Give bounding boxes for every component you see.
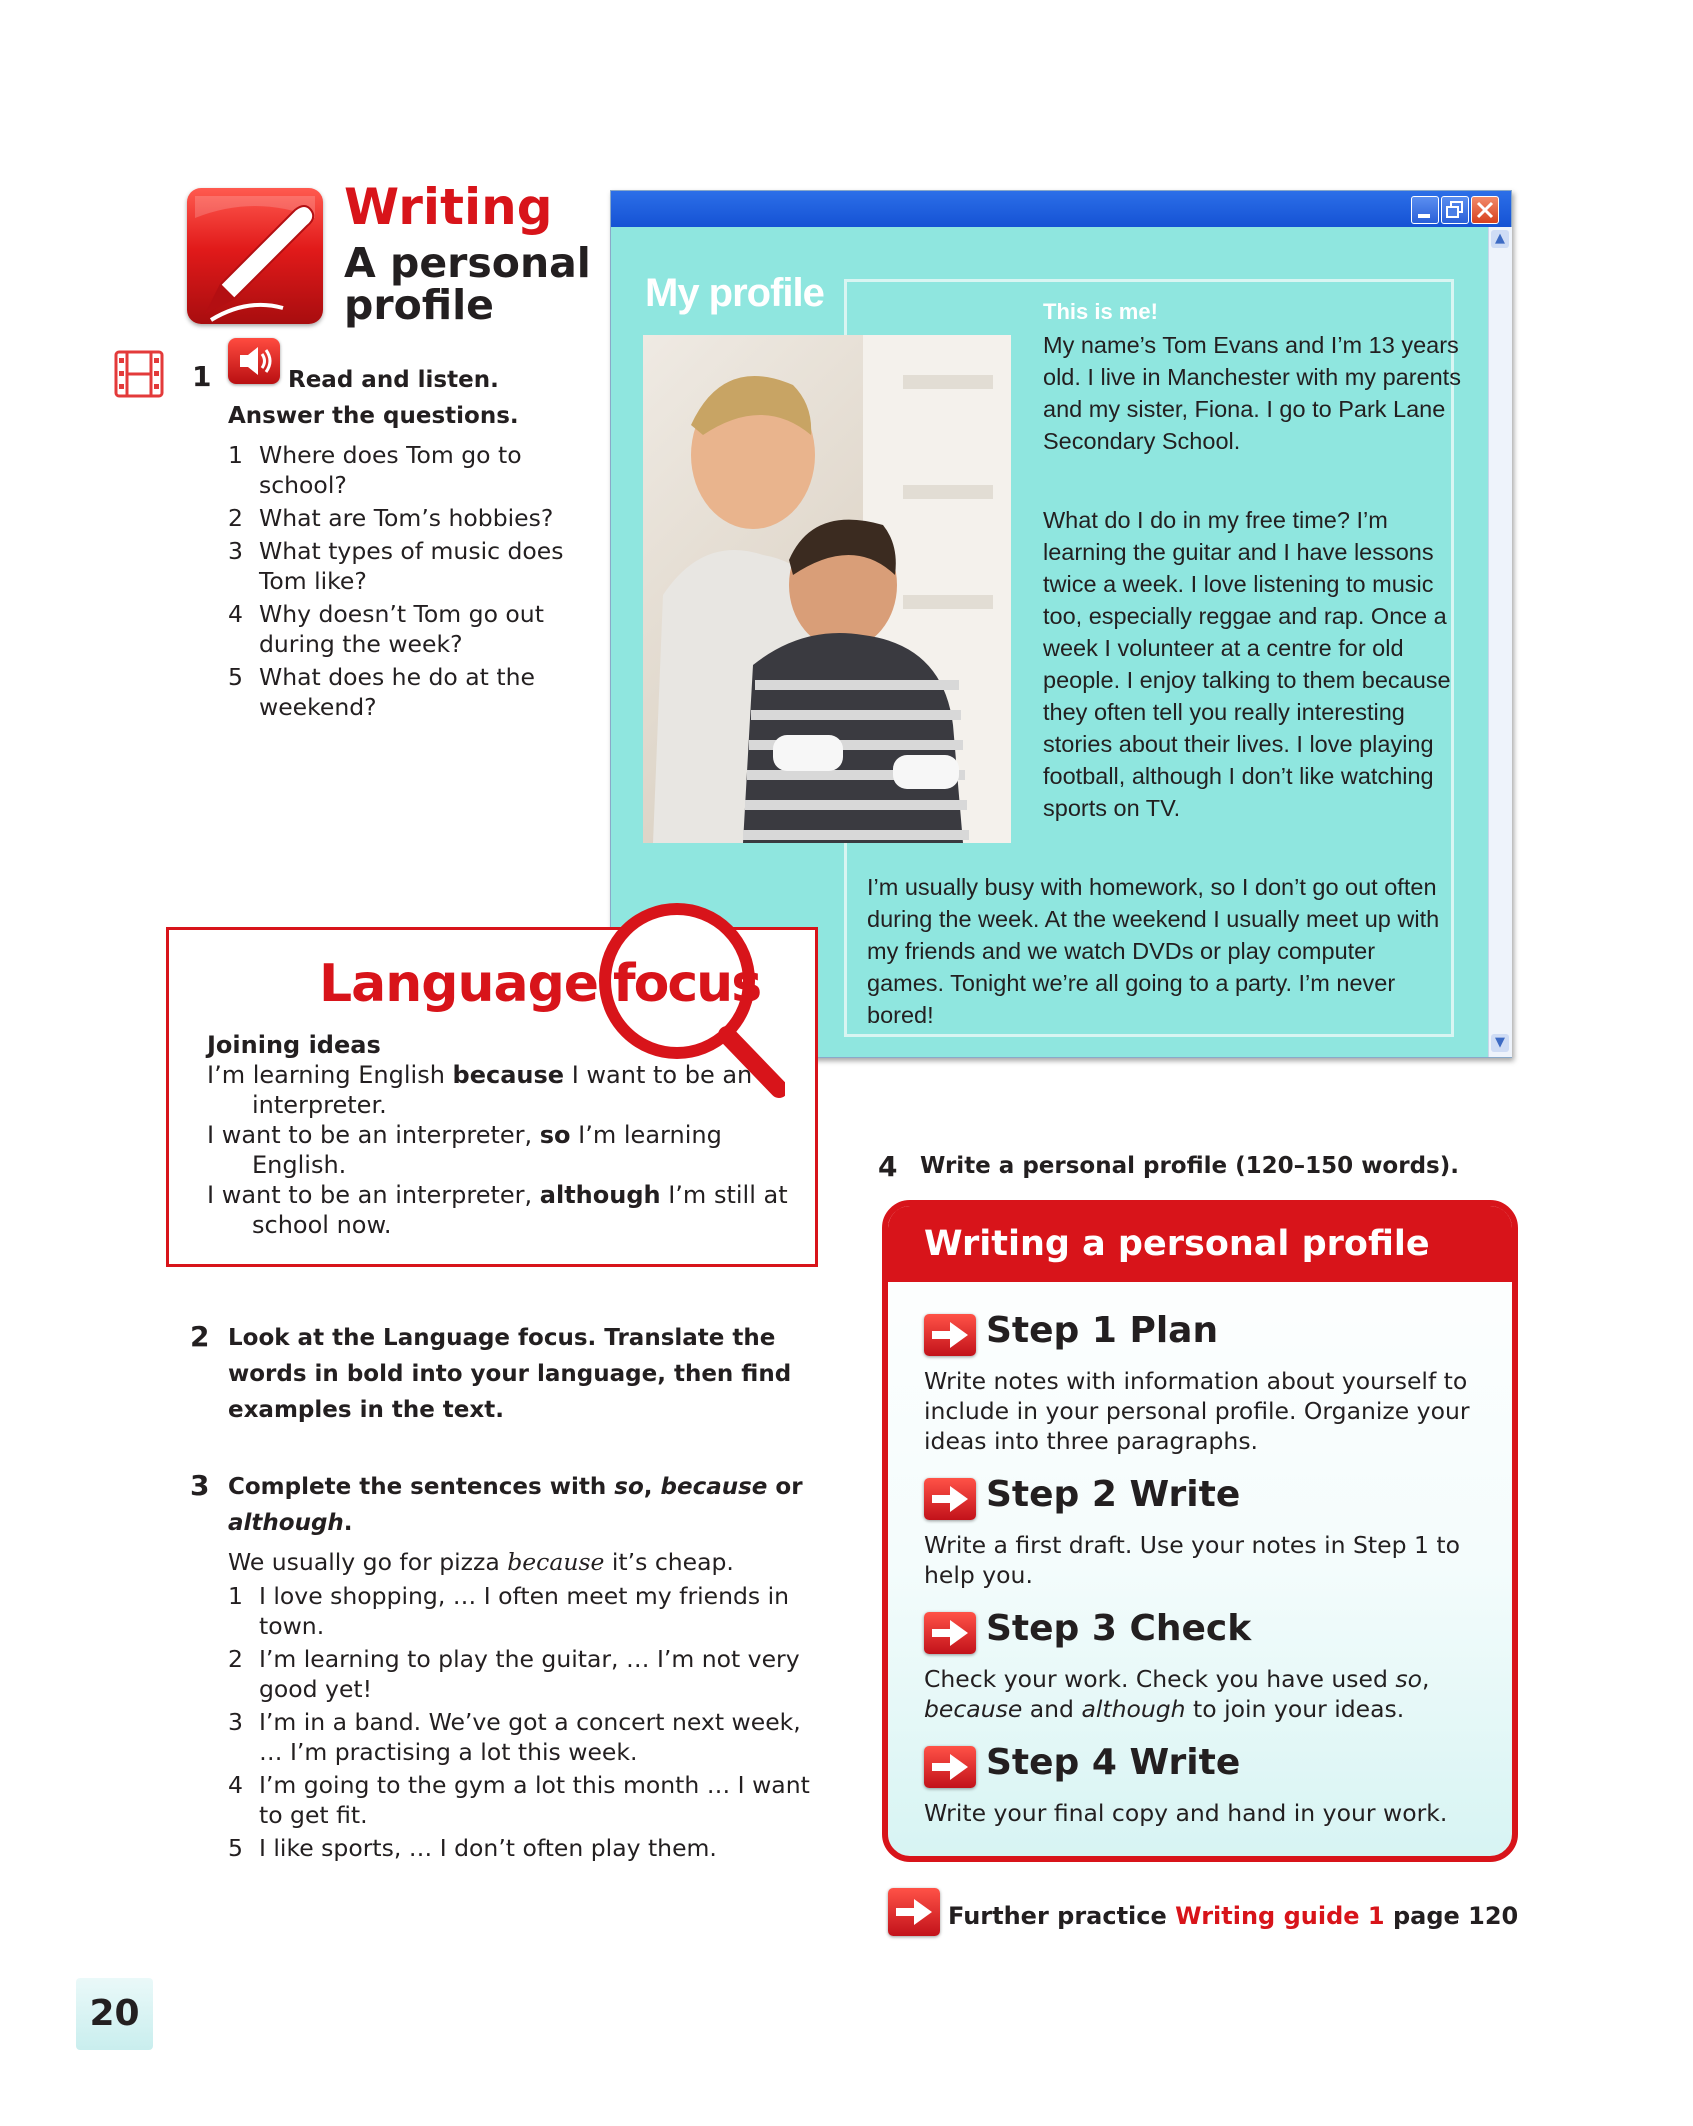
- writing-steps-box: [882, 1200, 1518, 1862]
- sentence-list: [228, 1581, 818, 1866]
- steps-title: Writing a personal profile: [924, 1224, 1430, 1264]
- step-description: Check your work. Check you have used so, because and although to join your ideas.: [924, 1665, 1430, 1723]
- profile-paragraph: My name’s Tom Evans and I’m 13 years old. I live in Manchester with my parents and my sister, Fiona. I go to Park Lane Secondary School.: [1043, 332, 1461, 454]
- step-title: Step 3 Check: [986, 1608, 1252, 1649]
- list-item: 1 I love shopping, … I often meet my friends in town.: [228, 1582, 790, 1640]
- example-line: I want to be an interpreter, so I’m learning English.: [207, 1121, 722, 1179]
- arrow-right-icon: [924, 1746, 976, 1788]
- language-focus-title: Language: [319, 954, 599, 1014]
- step-title: Step 2 Write: [986, 1474, 1241, 1515]
- exercise-instruction: Look at the Language focus. Translate the words in bold into your language, then find examples in the text.: [228, 1325, 792, 1423]
- profile-subheading: This is me!: [1043, 299, 1158, 324]
- list-item: 3 What types of music does Tom like?: [228, 537, 564, 595]
- step-description: Write your final copy and hand in your work.: [924, 1799, 1448, 1827]
- profile-photo: [643, 335, 1011, 843]
- question-list: [228, 440, 598, 725]
- profile-paragraph: I’m usually busy with homework, so I don’t go out often during the week. At the weekend I usually meet up with my friends and we watch DVDs or play computer games. Tonight we’re all going to a party. I’m never bored!: [867, 874, 1440, 1028]
- arrow-right-icon: [924, 1612, 976, 1654]
- language-focus-title-highlight: focus: [613, 954, 761, 1014]
- list-item: 5 I like sports, … I don’t often play them.: [228, 1834, 717, 1862]
- exercise-number: 4: [878, 1150, 898, 1183]
- profile-heading: My profile: [645, 271, 824, 315]
- maximize-button[interactable]: [1441, 196, 1469, 224]
- list-item: 2 I’m learning to play the guitar, … I’m not very good yet!: [228, 1645, 800, 1703]
- language-focus-box: [166, 927, 818, 1267]
- page-subtitle: A personal profile: [344, 239, 591, 329]
- speaker-icon[interactable]: [228, 338, 280, 384]
- list-item: 1 Where does Tom go to school?: [228, 441, 522, 499]
- close-button[interactable]: [1471, 196, 1499, 224]
- exercise-instruction: Write a personal profile (120–150 words).: [920, 1153, 1459, 1179]
- list-item: 4 I’m going to the gym a lot this month … I want to get fit.: [228, 1771, 810, 1829]
- page-title: Writing: [344, 178, 553, 236]
- pen-icon: [187, 188, 323, 324]
- language-focus-heading: Joining ideas: [207, 1031, 381, 1059]
- profile-paragraph: What do I do in my free time? I’m learning the guitar and I have lessons twice a week. I love listening to music too, especially reggae and rap. Once a week I volunteer at a centre for old people. I enjoy talking to them because they often tell you really interesting stories about their lives. I love playing football, although I don’t like watching sports on TV.: [1043, 507, 1451, 821]
- step-title: Step 1 Plan: [986, 1310, 1219, 1351]
- further-practice: Further practice Writing guide 1 page 120: [948, 1902, 1519, 1930]
- exercise-instruction: Complete the sentences with so, because or although.: [228, 1474, 803, 1536]
- list-item: 5 What does he do at the weekend?: [228, 663, 535, 721]
- film-icon[interactable]: [114, 350, 164, 398]
- scroll-up-icon[interactable]: ▲: [1491, 230, 1509, 248]
- step-description: Write a first draft. Use your notes in Step 1 to help you.: [924, 1531, 1460, 1589]
- minimize-button[interactable]: [1411, 196, 1439, 224]
- arrow-right-icon: [924, 1314, 976, 1356]
- step-description: Write notes with information about yourself to include in your personal profile. Organize your ideas into three paragraphs.: [924, 1367, 1470, 1455]
- arrow-right-icon: [924, 1478, 976, 1520]
- page-number: 20: [76, 1978, 153, 2050]
- example-sentence: We usually go for pizza because it’s cheap.: [228, 1548, 734, 1576]
- exercise-number: 2: [190, 1320, 210, 1353]
- exercise-number: 3: [190, 1469, 210, 1502]
- window-titlebar[interactable]: [611, 191, 1511, 227]
- list-item: 4 Why doesn’t Tom go out during the week?: [228, 600, 544, 658]
- exercise-number: 1: [192, 360, 212, 393]
- scroll-down-icon[interactable]: ▼: [1491, 1034, 1509, 1052]
- step-title: Step 4 Write: [986, 1742, 1241, 1783]
- example-line: I want to be an interpreter, although I’m still at school now.: [207, 1181, 788, 1239]
- arrow-right-icon: [888, 1888, 940, 1936]
- steps-header: [888, 1206, 1512, 1282]
- writing-guide-link[interactable]: Writing guide 1: [1175, 1902, 1385, 1930]
- example-line: I’m learning English because I want to be an interpreter.: [207, 1061, 753, 1119]
- list-item: 2 What are Tom’s hobbies?: [228, 504, 554, 532]
- scrollbar[interactable]: [1488, 227, 1512, 1057]
- exercise-instruction: Read and listen. Answer the questions.: [228, 367, 519, 429]
- list-item: 3 I’m in a band. We’ve got a concert next week, … I’m practising a lot this week.: [228, 1708, 801, 1766]
- language-focus-content: [207, 1030, 797, 1240]
